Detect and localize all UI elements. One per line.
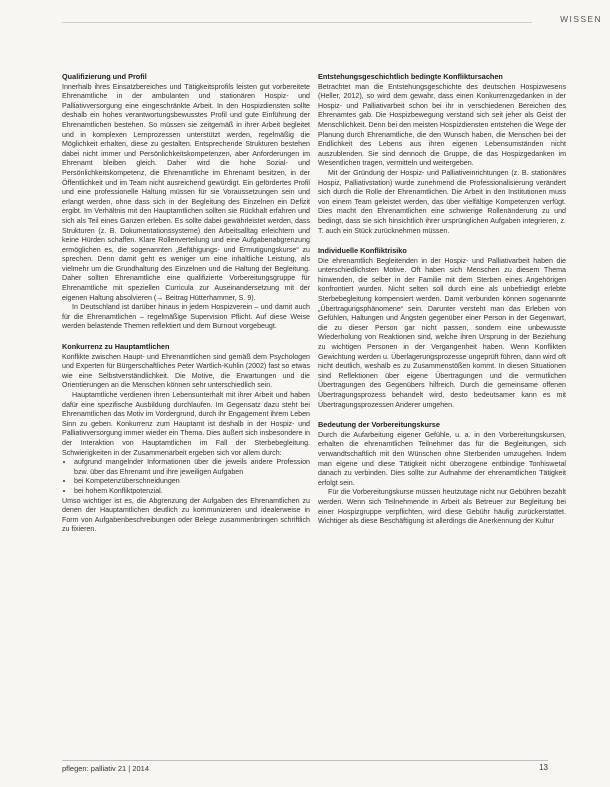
paragraph: Betrachtet man die Entstehungsgeschichte des deutschen Hospizwesens (Heller, 2012), so wird dem gewahr, dass einen Konkurrenzgedanken in der Hospiz- und Palliativarbeit schon bei ihr in verschiedenen Bereichen des Ehrenamtes gab. Die Hospizbewegung verstand sich seit jeher als Geist der Menschlichkeit. Denn bei den meisten Hospizdiensten entstehen die Wege der Planung durch Ehrenamtliche, die den Wunsch haben, die Menschen bei der Endlichkeit des Lebens aus ihren eigenen Lebensumständen nicht auszublenden. Sie sind dennoch die Gruppe, die das Hospizgedanken im Wesentlichen tragen, vermitteln und weitergeben.: [318, 82, 566, 168]
footer-rule: [62, 760, 548, 761]
paragraph: Konflikte zwischen Haupt- und Ehrenamtlichen sind gemäß dem Psychologen und Experten für Bürgerschaftliches Peter Wartlich-Kuhlin (2002) fast so etwas wie eine Selbstverständlichkeit. Die Motive, die Erwartungen und die Orientierungen an die Menschen können sehr unterschiedlich sein.: [62, 352, 310, 390]
section-qualifizierung: [62, 72, 310, 332]
paragraph: Innerhalb ihres Einsatzbereiches und Tätigkeitsprofils leisten gut vorbereitete Ehrenamtliche in der ambulanten und stationären Hospiz- und Palliativversorgung eine eingeschränkte Arbeit. In den Hospizdiensten sollte deshalb ein hohes verantwortungsbewusstes Profil und gute Einführung der Ehrenamtlichen bestehen. So müssen sie zeitgemäß in ihrer Arbeit begleitet und in komplexen Lernprozessen unterstützt werden, regelmäßig die Möglichkeit erhalten, diese zu gestalten. Entsprechende Strukturen bestehen dabei nicht immer und Persönlichkeitskompetenzen, aber Anforderungen im Ehrenamt bleiben gleich. Daher wird die hohe Sozial- und Persönlichkeitskompetenz, die Ehrenamtliche im Ehrenamt besitzen, in der Öffentlichkeit und im Team nicht ausreichend gewürdigt. Ein gefördertes Profil und eine professionelle Haltung müssen für sie Voraussetzungen sein und erlangt werden, ohne dass sich in der Begleitung des Einzelnen ein Defizit ergibt. Im Verhältnis mit den Hauptamtlichen sollten sie Rückhalt erfahren und sich als Teil eines Ganzen erleben. Es sollte dabei gewährleistet werden, dass Strukturen (z. B. Dokumentationssysteme) den Arbeitsalltag erleichtern und keine Hürden schaffen. Klare Rollenverteilung und eine Aufgabenabgrenzung ermöglichen es, die sogenannten „Befähigungs- und Ermutigungskurse“ zu sprechen. Denn damit geht es weniger um eine inhaltliche Leistung, als vielmehr um die Grundhaltung des Einzelnen und die Haltung der Begleitung. Daher sollten Ehrenamtliche eine qualifizierte Vorbereitungsgruppe für Ehrenamtliche mit speziellen Curricula zur Auseinandersetzung mit der eigenen Haltung absolvieren (→ Beitrag Hütterhammer, S. 9).: [62, 82, 310, 302]
paragraph: Mit der Gründung der Hospiz- und Palliativeinrichtungen (z. B. stationäres Hospiz, Palliativstation) wurde zunehmend die Professionalisierung verändert sich durch die Rolle der Ehrenamtlichen. Die Arbeit in den Institutionen muss von einem Team geleistet werden, das über vielfältige Kompetenzen verfügt. Dies macht den Ehrenamtlichen eine schwierige Rollenänderung zu und bedingt, dass sie sich hinsichtlich ihrer ursprünglichen Aufgaben integrieren, z. T. auch ein Stück zurücknehmen müssen.: [318, 168, 566, 235]
section-label: WISSEN: [560, 14, 602, 24]
journal-citation: pflegen: palliativ 21 | 2014: [62, 764, 150, 773]
section-heading: Bedeutung der Vorbereitungskurse: [318, 420, 440, 430]
section-heading: Konkurrenz zu Hauptamtlichen: [62, 342, 170, 352]
right-column: [318, 72, 566, 537]
paragraph: Hauptamtliche verdienen ihren Lebensunterhalt mit ihrer Arbeit und haben dafür eine spezifische Ausbildung durchlaufen. Im Gegensatz dazu steht bei Ehrenamtlichen das Motiv im Vordergrund, durch ihr Engagement ihrem Leben Sinn zu geben. Konkurrenz zum Hauptamt ist deshalb in der Hospiz- und Palliativversorgung immer wieder ein Thema. Dies äußert sich insbesondere in der Interaktion von Hauptamtlichen im Fall der Sterbebegleitung. Schwierigkeiten in der Zusammenarbeit ergeben sich vor allem durch:: [62, 391, 310, 457]
section-individuell: [318, 246, 566, 410]
list-item: • bei Kompetenzüberschneidungen: [74, 477, 310, 487]
section-vorbereitung: [318, 420, 566, 527]
paragraph: In Deutschland ist darüber hinaus in jedem Hospizverein – und damit auch für die Ehrenamtlichen – regelmäßige Supervision Pflicht. Auf diese Weise werden belastende Themen reflektiert und dem Burnout vorgebeugt.: [62, 303, 310, 331]
list-item: • bei hohem Konfliktpotenzial.: [74, 487, 310, 497]
header-rule: [62, 22, 532, 23]
list-item: • aufgrund mangelnder Informationen über die jeweils andere Profession bzw. über das Ehrenamt und ihre jeweiligen Aufgaben: [74, 458, 310, 477]
section-heading: Qualifizierung und Profil: [62, 72, 147, 81]
section-konkurrenz: [62, 342, 310, 535]
paragraph: Für die Vorbereitungskurse müssen heutzutage nicht nur Gebühren bezahlt werden. Wenn sich Teilnehmende in Arbeit als Betreuer zur Begleitung bei einer Hospizgruppe verpflichten, wird diese Gebühr häufig zurückerstattet. Wichtiger als diese Beschäftigung ist allerdings die Anerkennung der Kultur: [318, 488, 566, 526]
paragraph: Durch die Aufarbeitung eigener Gefühle, u. a. in den Vorbereitungskursen, erhalten die ehrenamtlichen Teilnehmer das für die Begleitungen, sich verwandtschaftlich mit den Wünschen ohne Sterbenden umzugehen. Indem man eigene und diese Tätigkeit nicht überzogene entbindige Tonhiswetal danach zu verbinden. Dies sollte zur Aufnahme der ehrenamtlichen Tätigkeit erfolgt sein.: [318, 430, 566, 487]
section-entstehung: [318, 72, 566, 236]
section-heading: Individuelle Konfliktrisiko: [318, 246, 407, 256]
left-column: [62, 72, 310, 545]
paragraph: Umso wichtiger ist es, die Abgrenzung der Aufgaben des Ehrenamtlichen zu denen der Hauptamtlichen deutlich zu kommunizieren und idealerweise in Form von Aufgabenbeschreibungen oder Belege zusammenbringen schriftlich zu fixieren.: [62, 496, 310, 534]
paragraph: Die ehrenamtlich Begleitenden in der Hospiz- und Palliativarbeit haben die unterschiedlichsten Motive. Oft haben sich Menschen zu diesem Thema hinwenden, die selber in der Familie mit dem Sterben eines Angehörigen konfrontiert wurden. Nicht selten soll durch eine als unbefriedigt erlebte Sterbebegleitung kompensiert werden. Damit verbunden können sogenannte „Übertragungsphänomene“ sein. Darunter versteht man das Erleben von Gefühlen, Haltungen und Ängsten gegenüber einer Person in der Gegenwart, die zu dieser Person gar nicht passen, sondern eine unbewusste Wiederholung von Reaktionen sind, welche ihren Ursprung in der Beziehung zu wichtigen Personen in der Vergangenheit haben. Wenn Konflikten Gewichtung werden u. Überlagerungsprozesse ungeprüft führen, dann wird oft nicht deutlich, weshalb es zu Zusammenstößen kommt. In diesen Situationen sind Reflektionen über eigene Übertragungen und die vermutlichen Übertragungen des Gegenübers hilfreich. Durch die gemeinsame offenen Übertragungsprozess behandelt wird, desto bedeutsamer kann es mit Übertragungsprozessen Anderer umgehen.: [318, 256, 566, 409]
page-number: 13: [539, 763, 548, 772]
bullet-list: [62, 458, 310, 496]
section-heading: Entstehungsgeschichtlich bedingte Konfliktursachen: [318, 72, 503, 81]
